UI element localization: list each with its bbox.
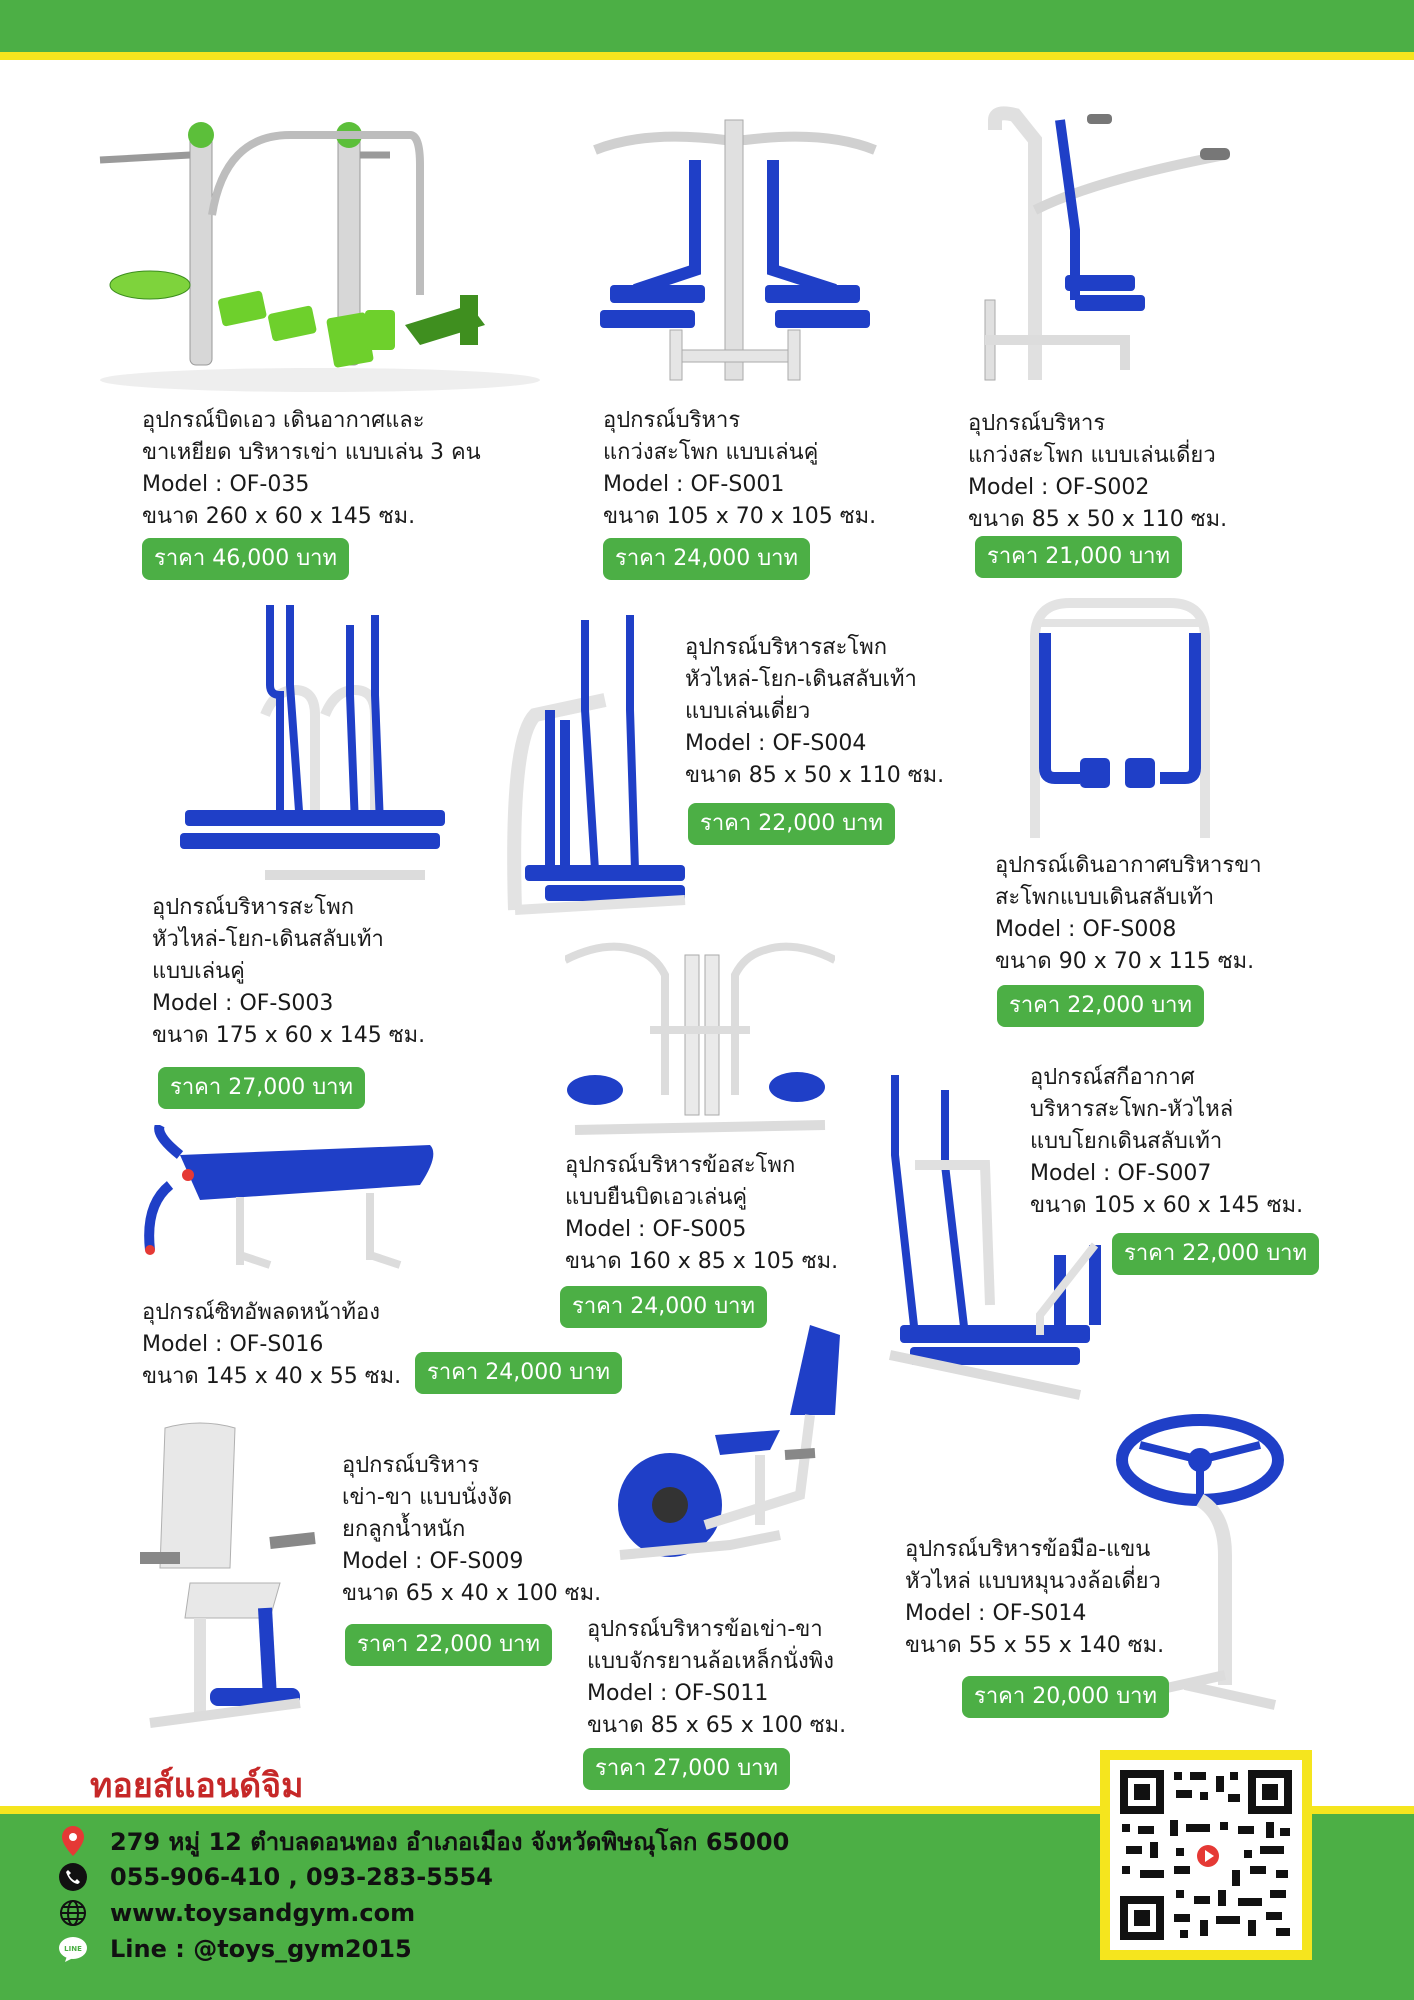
price-badge: ราคา 22,000 บาท xyxy=(1112,1233,1319,1275)
product-name: อุปกรณ์บริหารข้อเข่า-ขา xyxy=(587,1617,823,1642)
website-link[interactable]: www.toysandgym.com xyxy=(110,1899,416,1927)
product-name: แกว่งสะโพก แบบเล่นคู่ xyxy=(603,440,819,465)
product-name: อุปกรณ์บริหาร xyxy=(342,1453,480,1478)
product-image-of-s009 xyxy=(140,1418,340,1733)
price-badge: ราคา 24,000 บาท xyxy=(560,1286,767,1328)
footer-phone-row xyxy=(58,1860,493,1894)
qr-code-frame xyxy=(1100,1750,1312,1960)
product-name: อุปกรณ์สกีอากาศ xyxy=(1030,1065,1195,1090)
product-size: ขนาด 85 x 65 x 100 ซม. xyxy=(587,1713,847,1738)
product-name: ขาเหยียด บริหารเข่า แบบเล่น 3 คน xyxy=(142,440,481,465)
product-size: ขนาด 105 x 60 x 145 ซม. xyxy=(1030,1193,1304,1218)
top-stripe xyxy=(0,52,1414,60)
product-info xyxy=(685,632,944,792)
price-badge: ราคา 27,000 บาท xyxy=(583,1748,790,1790)
address-text: 279 หมู่ 12 ตำบลดอนทอง อำเภอเมือง จังหวัดพิษณุโลก 65000 xyxy=(110,1827,790,1856)
product-info xyxy=(142,1297,401,1393)
product-name: อุปกรณ์เดินอากาศบริหารขา xyxy=(995,853,1262,878)
product-image-of-s002 xyxy=(975,100,1235,400)
product-size: ขนาด 55 x 55 x 140 ซม. xyxy=(905,1633,1165,1658)
product-info xyxy=(152,892,425,1052)
price-badge: ราคา 22,000 บาท xyxy=(688,803,895,845)
product-name: อุปกรณ์บริหารสะโพก xyxy=(152,895,355,920)
footer-website-row xyxy=(58,1896,415,1930)
price-badge: ราคา 24,000 บาท xyxy=(415,1352,622,1394)
product-info xyxy=(1030,1062,1303,1222)
product-size: ขนาด 175 x 60 x 145 ซม. xyxy=(152,1023,426,1048)
globe-icon xyxy=(58,1898,88,1928)
svg-text:LINE: LINE xyxy=(64,1945,82,1953)
product-size: ขนาด 260 x 60 x 145 ซม. xyxy=(142,504,416,529)
product-info xyxy=(142,405,481,533)
product-size: ขนาด 85 x 50 x 110 ซม. xyxy=(685,763,945,788)
product-image-of-s004 xyxy=(485,610,700,935)
product-image-of-s016 xyxy=(140,1125,440,1275)
product-info xyxy=(587,1614,846,1742)
product-name: อุปกรณ์บริหารข้อมือ-แขน xyxy=(905,1537,1151,1562)
product-size: ขนาด 160 x 85 x 105 ซม. xyxy=(565,1249,839,1274)
product-name: แบบเล่นคู่ xyxy=(152,959,245,984)
product-info xyxy=(565,1150,838,1278)
product-name: อุปกรณ์บริหารสะโพก xyxy=(685,635,888,660)
phone-text: 055-906-410 , 093-283-5554 xyxy=(110,1863,493,1891)
product-size: ขนาด 90 x 70 x 115 ซม. xyxy=(995,949,1255,974)
brand-logo-text: ทอยส์แอนด์จิม xyxy=(90,1766,304,1806)
price-badge: ราคา 20,000 บาท xyxy=(962,1676,1169,1718)
product-model: Model : OF-S016 xyxy=(142,1332,324,1357)
product-model: Model : OF-S007 xyxy=(1030,1161,1212,1186)
product-info xyxy=(995,850,1262,978)
line-id-text: Line : @toys_gym2015 xyxy=(110,1935,412,1963)
product-name: อุปกรณ์บริหาร xyxy=(968,411,1106,436)
qr-code[interactable] xyxy=(1110,1760,1302,1950)
product-model: Model : OF-S003 xyxy=(152,991,334,1016)
product-name: อุปกรณ์บริหาร xyxy=(603,408,741,433)
footer-line-row xyxy=(58,1932,412,1966)
product-name: แบบเล่นเดี่ยว xyxy=(685,699,811,724)
product-model: Model : OF-S011 xyxy=(587,1681,769,1706)
product-name: ยกลูกน้ำหนัก xyxy=(342,1517,466,1542)
product-image-of-s001 xyxy=(585,100,885,390)
product-name: แกว่งสะโพก แบบเล่นเดี่ยว xyxy=(968,443,1216,468)
product-size: ขนาด 85 x 50 x 110 ซม. xyxy=(968,507,1228,532)
price-badge: ราคา 22,000 บาท xyxy=(345,1624,552,1666)
line-app-icon xyxy=(58,1934,88,1964)
location-pin-icon xyxy=(58,1826,88,1856)
product-model: Model : OF-S009 xyxy=(342,1549,524,1574)
product-name: สะโพกแบบเดินสลับเท้า xyxy=(995,885,1215,910)
product-name: เข่า-ขา แบบนั่งงัด xyxy=(342,1485,513,1510)
product-model: Model : OF-035 xyxy=(142,472,310,497)
product-name: แบบโยกเดินสลับเท้า xyxy=(1030,1129,1223,1154)
product-model: Model : OF-S004 xyxy=(685,731,867,756)
product-image-of-s005 xyxy=(565,935,835,1135)
phone-icon xyxy=(58,1862,88,1892)
product-name: หัวไหล่-โยก-เดินสลับเท้า xyxy=(685,667,917,692)
price-badge: ราคา 46,000 บาท xyxy=(142,538,349,580)
product-model: Model : OF-S002 xyxy=(968,475,1150,500)
product-info xyxy=(905,1534,1164,1662)
product-info xyxy=(968,408,1227,536)
product-info xyxy=(603,405,876,533)
product-name: แบบยืนบิดเอวเล่นคู่ xyxy=(565,1185,748,1210)
product-size: ขนาด 65 x 40 x 100 ซม. xyxy=(342,1581,602,1606)
product-image-of-035 xyxy=(90,95,550,395)
product-name: หัวไหล่ แบบหมุนวงล้อเดี่ยว xyxy=(905,1569,1161,1594)
product-size: ขนาด 145 x 40 x 55 ซม. xyxy=(142,1364,402,1389)
product-info xyxy=(342,1450,601,1610)
product-name: หัวไหล่-โยก-เดินสลับเท้า xyxy=(152,927,384,952)
footer-address-row xyxy=(58,1824,789,1858)
product-name: แบบจักรยานล้อเหล็กนั่งพิง xyxy=(587,1649,834,1674)
product-model: Model : OF-S005 xyxy=(565,1217,747,1242)
product-image-of-s003 xyxy=(175,595,445,880)
product-name: อุปกรณ์บริหารข้อสะโพก xyxy=(565,1153,796,1178)
price-badge: ราคา 24,000 บาท xyxy=(603,538,810,580)
price-badge: ราคา 21,000 บาท xyxy=(975,536,1182,578)
product-name: อุปกรณ์ซิทอัพลดหน้าท้อง xyxy=(142,1300,380,1325)
price-badge: ราคา 27,000 บาท xyxy=(158,1067,365,1109)
price-badge: ราคา 22,000 บาท xyxy=(997,985,1204,1027)
product-size: ขนาด 105 x 70 x 105 ซม. xyxy=(603,504,877,529)
product-image-of-s011 xyxy=(610,1325,850,1605)
product-model: Model : OF-S014 xyxy=(905,1601,1087,1626)
product-name: บริหารสะโพก-หัวไหล่ xyxy=(1030,1097,1234,1122)
product-model: Model : OF-S008 xyxy=(995,917,1177,942)
product-image-of-s008 xyxy=(1020,598,1220,843)
product-model: Model : OF-S001 xyxy=(603,472,785,497)
top-banner xyxy=(0,0,1414,52)
product-name: อุปกรณ์บิดเอว เดินอากาศและ xyxy=(142,408,425,433)
